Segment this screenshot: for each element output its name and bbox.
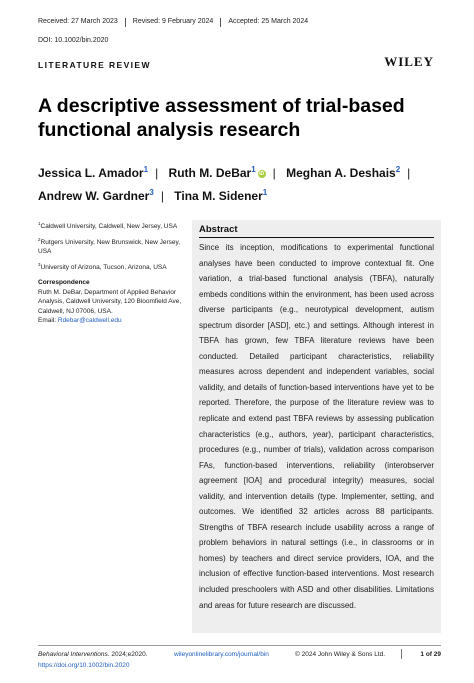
journal-citation [38, 649, 148, 671]
journal-site-link[interactable]: wileyonlinelibrary.com/journal/bin [174, 651, 269, 658]
author-affil-num: 2 [395, 165, 401, 174]
author-divider: | [155, 166, 159, 180]
email-link[interactable]: Rdebar@caldwell.edu [57, 317, 122, 325]
affiliations [38, 219, 188, 326]
affiliation-num: 3 [38, 261, 41, 267]
author-affil-num: 3 [149, 188, 154, 197]
section-label: LITERATURE REVIEW [38, 60, 151, 70]
author-affil-num: 1 [251, 165, 256, 174]
publisher-logo: WILEY [384, 54, 434, 69]
affiliation-text: Rutgers University, New Brunswick, New Jersey, USA [38, 238, 181, 256]
journal-issue: 2024;e2020. [111, 651, 148, 658]
journal-name: Behavioral Interventions. [38, 651, 110, 658]
page-divider [401, 649, 402, 659]
author-name: Tina M. Sidener [174, 189, 263, 203]
correspondence-heading: Correspondence [38, 279, 90, 287]
author[interactable] [174, 189, 267, 203]
email-label: Email: [38, 317, 57, 325]
affiliation [38, 219, 188, 232]
abstract-divider [199, 237, 434, 238]
author-affil-num: 1 [143, 165, 149, 174]
article-title: A descriptive assessment of trial-based functional analysis research [38, 95, 405, 141]
author[interactable] [38, 189, 154, 203]
abstract-text: Since its inception, modifications to experimental functional analyses have been conducted to improve contextual fit. One variation, a trial-based functional analysis (TBFA), naturally embeds conditions within the environment, has been used across diverse participants (e.g., neurotypical development, autism spectrum disorder [ASD], etc.) and settings. Although interest in TBFA has grown, few TBFA literature reviews have been conducted. Detailed participant characteristics, reliability measures across dependent and independent variables, social validity, and details of function-based interventions have yet to be reported. Therefore, the purpose of the literature review was to replicate and extend past TBFA reviews by assessing publication characteristics (e.g., authors, year), participant characteristics, procedures (e.g., number of trials), validation across comparison FAs, function-based interventions, reliability (interobserver agreement [IOA] and procedural integrity) measures, social validity, and intervention details (type. Implementer, setting, and outcomes. We identified 32 articles across 88 participants. Strengths of TBFA research include usability across a range of problem behaviors in natural settings (i.e., in classrooms or in homes) by teachers and direct service providers, IOA, and the inclusion of effective function-based interventions. Most research included preschoolers with ASD and other disabilities. Limitations and areas for future research are discussed. [199, 243, 434, 610]
doi-link[interactable]: https://doi.org/10.1002/bin.2020 [38, 662, 130, 669]
author-divider: | [272, 166, 276, 180]
accepted-date: Accepted: 25 March 2024 [228, 18, 309, 25]
author-name: Meghan A. Deshais [286, 166, 396, 180]
correspondence-text: Ruth M. DeBar, Department of Applied Behavior Analysis, Caldwell University, 120 Bloomfield Ave, Caldwell, NJ 07006, USA. [38, 288, 182, 315]
author-divider: | [160, 189, 164, 203]
author-affil-num: 1 [262, 188, 268, 197]
affiliation [38, 260, 188, 273]
author-divider: | [407, 166, 411, 180]
affiliation-num: 1 [38, 221, 41, 226]
footer-divider [38, 645, 441, 646]
author-name: Jessica L. Amador [38, 166, 144, 180]
page-number: 1 of 29 [420, 651, 441, 658]
copyright: © 2024 John Wiley & Sons Ltd. [295, 651, 386, 658]
article-dates [38, 18, 308, 27]
abstract-heading: Abstract [199, 224, 238, 235]
affiliation-text: Caldwell University, Caldwell, New Jersey, USA [40, 223, 178, 231]
correspondence-email-line [38, 316, 188, 326]
affiliation [38, 235, 188, 257]
date-divider [125, 18, 126, 27]
author[interactable] [169, 166, 266, 180]
revised-date: Revised: 9 February 2024 [132, 18, 214, 25]
affiliation-text: University of Arizona, Tucson, Arizona, USA [40, 263, 167, 271]
author[interactable] [38, 166, 148, 180]
orcid-icon[interactable]: iD [259, 171, 265, 177]
affiliation-num: 2 [38, 236, 41, 242]
author-list [38, 160, 448, 206]
received-date: Received: 27 March 2023 [38, 18, 118, 25]
author-name: Ruth M. DeBar [168, 166, 252, 180]
author[interactable] [286, 166, 400, 180]
author-name: Andrew W. Gardner [38, 189, 150, 203]
date-divider [220, 18, 221, 27]
doi: DOI: 10.1002/bin.2020 [38, 37, 109, 44]
